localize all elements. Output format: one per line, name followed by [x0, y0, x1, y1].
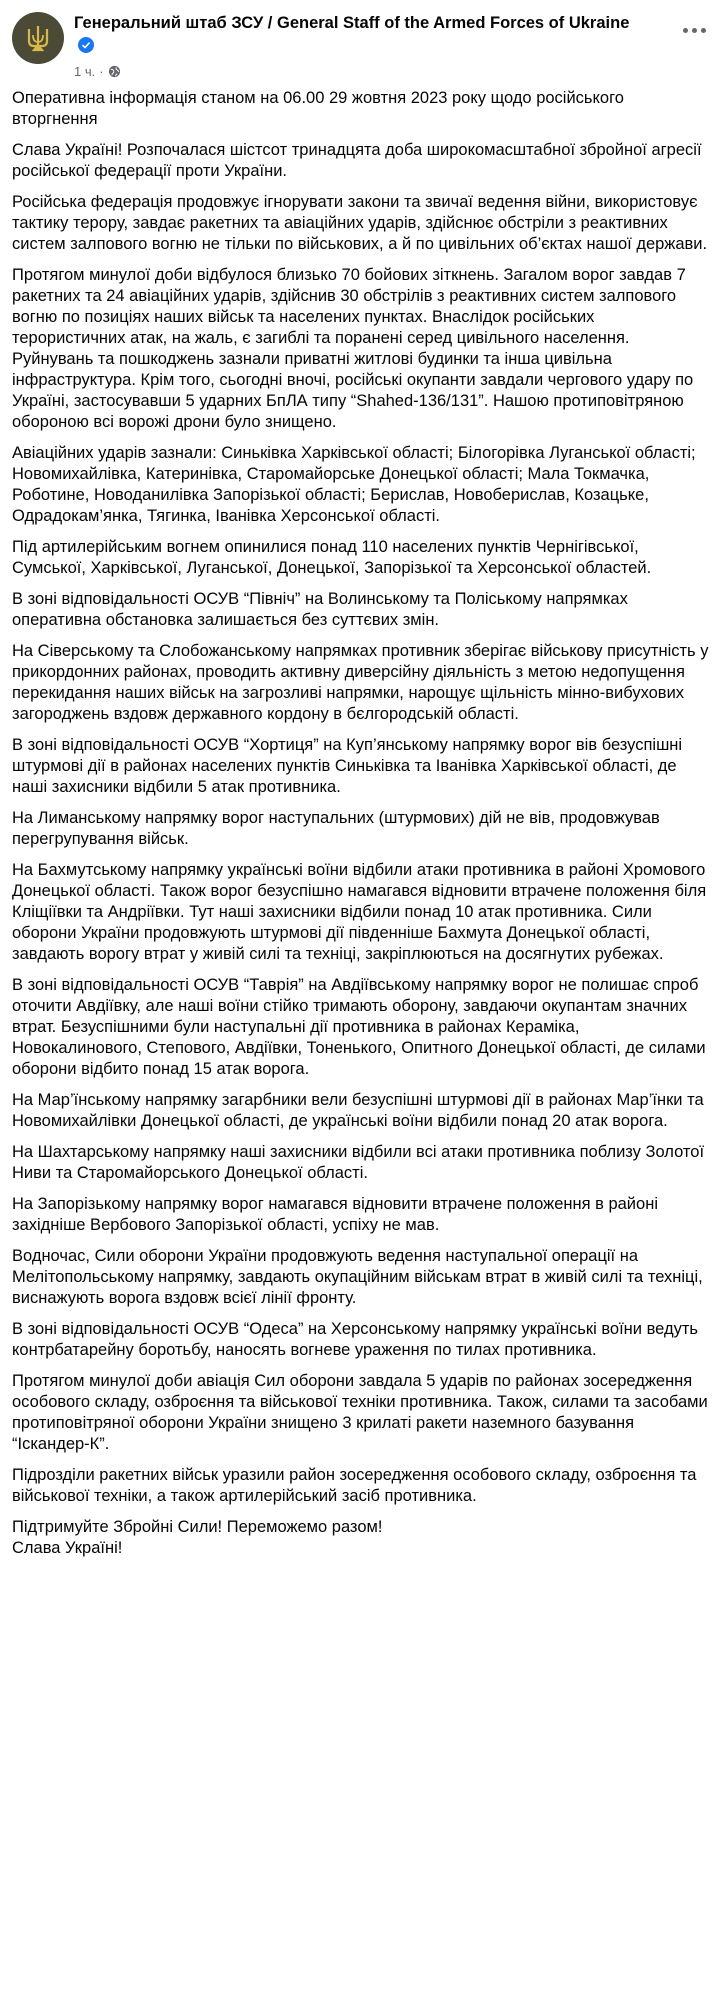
post-paragraph-heading: Оперативна інформація станом на 06.00 29 жовтня 2023 року щодо російського вторгнення: [12, 89, 624, 128]
post-paragraph: Авіаційних ударів зазнали: Синьківка Харківської області; Білогорівка Луганської області; Новомихайлівка, Катеринівка, Старомайорське Донецької області; Мала Токмачка, Роботине, Новоданилівка Запорізької області; Берислав, Новоберислав, Козацьке, Одрадокам’янка, Тягинка, Іванівка Херсонської області.: [12, 444, 696, 525]
author-name[interactable]: [74, 12, 634, 58]
post-paragraph: Слава Україні! Розпочалася шістсот тринадцята доба широкомасштабної збройної агресії російської федерації проти України.: [12, 141, 702, 180]
more-dot: [692, 28, 697, 33]
post-meta: [74, 64, 121, 79]
post-body: [12, 88, 712, 1559]
trident-emblem-icon: [23, 23, 53, 53]
post-paragraph: Водночас, Сили оборони України продовжують ведення наступальної операції на Мелітопольському напрямку, завдають окупаційним військам втрат в живій силі та техніці, виснажують ворога вздовж всієї лінії фронту.: [12, 1247, 703, 1307]
post-paragraph: Протягом минулої доби авіація Сил оборони завдала 5 ударів по районах зосередження особового складу, озброєння та військової техніки противника. Також, силами та засобами протиповітряної оборони України знищено 3 крилаті ракети наземного базування “Іскандер-К”.: [12, 1372, 708, 1453]
post-paragraph: В зоні відповідальності ОСУВ “Одеса” на Херсонському напрямку українські воїни ведуть контрбатарейну боротьбу, наносять вогневе ураження по тилах противника.: [12, 1320, 699, 1359]
post-paragraph: Протягом минулої доби відбулося близько 70 бойових зіткнень. Загалом ворог завдав 7 ракетних та 24 авіаційних ударів, здійснив 30 обстрілів з реактивних систем залпового вогню по позиціях наших військ та населених пунктах. Внаслідок російських терористичних атак, на жаль, є загиблі та поранені серед цивільного населення. Руйнувань та пошкоджень зазнали приватні житлові будинки та інша цивільна інфраструктура. Крім того, сьогодні вночі, російські окупанти завдали чергового удару по Україні, застосувавши 5 ударних БпЛА типу “Shahed-136/131”. Нашою протиповітряною обороною всі ворожі дрони було знищено.: [12, 266, 694, 431]
post-paragraph: В зоні відповідальності ОСУВ “Північ” на Волинському та Поліському напрямках оперативна обстановка залишається без суттєвих змін.: [12, 590, 628, 629]
globe-icon[interactable]: [108, 65, 121, 78]
post-paragraph: Підрозділи ракетних військ уразили район зосередження особового складу, озброєння та військової техніки, а також артилерійський засіб противника.: [12, 1466, 697, 1505]
verified-badge-icon: [78, 37, 94, 53]
more-dot: [701, 28, 706, 33]
post-paragraph: Під артилерійським вогнем опинилися понад 110 населених пунктів Чернігівської, Сумської, Харківської, Луганської, Донецької, Запорізької та Херсонської областей.: [12, 538, 652, 577]
post-paragraph: В зоні відповідальності ОСУВ “Хортиця” на Куп’янському напрямку ворог вів безуспішні штурмові дії в районах населених пунктів Синьківка та Іванівка Харківської області, де наші захисники відбили 5 атак противника.: [12, 736, 683, 796]
more-options-button[interactable]: [676, 16, 712, 44]
post-paragraph: Підтримуйте Збройні Сили! Переможемо разом!: [12, 1518, 383, 1536]
post-paragraph: На Мар’їнському напрямку загарбники вели безуспішні штурмові дії в районах Мар’їнки та Новомихайлівки Донецької області, де українські воїни відбили понад 20 атак ворога.: [12, 1091, 704, 1130]
post-paragraph: На Запорізькому напрямку ворог намагався відновити втрачене положення в районі західніше Вербового Запорізької області, успіху не мав.: [12, 1195, 658, 1234]
post-paragraph: На Лиманському напрямку ворог наступальних (штурмових) дій не вів, продовжував перегрупування військ.: [12, 809, 660, 848]
author-name-text[interactable]: Генеральний штаб ЗСУ / General Staff of the Armed Forces of Ukraine: [74, 14, 630, 32]
post-time[interactable]: 1 ч.: [74, 64, 96, 79]
post-paragraph-closing: Слава Україні!: [12, 1539, 123, 1557]
post-paragraph: На Бахмутському напрямку українські воїни відбили атаки противника в районі Хромового Донецької області. Також ворог безуспішно намагався відновити втрачене положення біля Кліщіївки та Андріївки. Тут наші захисники відбили понад 10 атак противника. Сили оборони України продовжують штурмові дії південніше Бахмута Донецької області, завдають ворогу втрат у живій силі та техніці, закріплюються на досягнутих рубежах.: [12, 861, 707, 963]
post-header: [12, 10, 712, 80]
meta-separator: ·: [99, 64, 104, 79]
more-dot: [683, 28, 688, 33]
avatar[interactable]: [12, 12, 64, 64]
post-paragraph: Російська федерація продовжує ігнорувати закони та звичаї ведення війни, використовує тактику терору, завдає ракетних та авіаційних ударів, здійснює обстріли з реактивних систем залпового вогню не тільки по військових, а й по цивільних об’єктах нашої держави.: [12, 193, 708, 253]
post-paragraph: На Сіверському та Слобожанському напрямках противник зберігає військову присутність у прикордонних районах, проводить активну диверсійну діяльність з метою недопущення перекидання наших військ на загрозливі напрямки, нарощує щільність мінно-вибухових загороджень вздовж державного кордону в бєлгородській області.: [12, 642, 709, 723]
post-paragraph: На Шахтарському напрямку наші захисники відбили всі атаки противника поблизу Золотої Ниви та Старомайорського Донецької області.: [12, 1143, 705, 1182]
post-paragraph: В зоні відповідальності ОСУВ “Таврія” на Авдіївському напрямку ворог не полишає спроб оточити Авдіївку, але наші воїни стійко тримають оборону, завдаючи окупантам значних втрат. Безуспішними були наступальні дії противника в районах Кераміка, Новокалинового, Степового, Авдіївки, Тоненького, Опитного Донецької області, де силами оборони відбито понад 15 атак ворога.: [12, 976, 706, 1078]
